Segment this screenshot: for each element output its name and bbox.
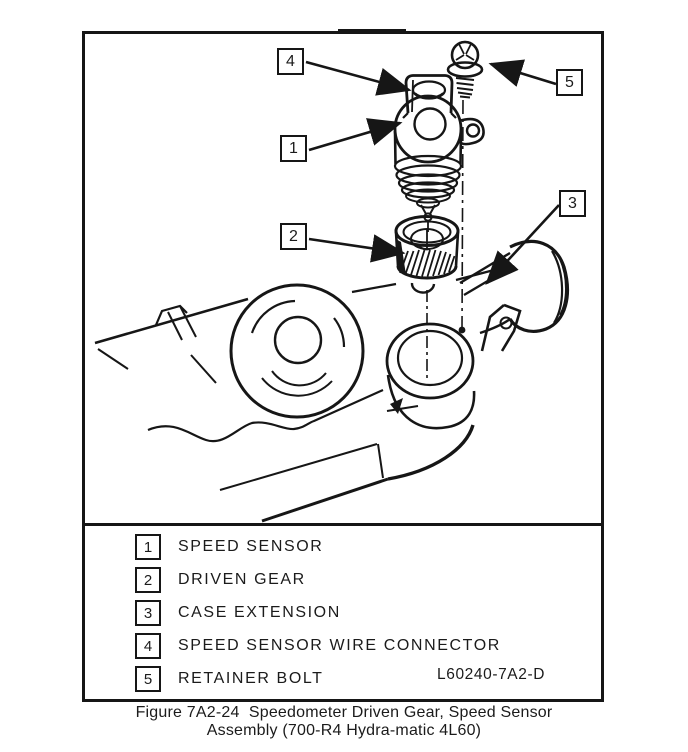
callout-box-2: 2 <box>280 223 307 250</box>
arrow-to-speed-sensor <box>309 123 400 150</box>
figure-caption <box>82 704 606 740</box>
legend-label-2: DRIVEN GEAR <box>178 571 306 588</box>
driven-gear-drawing <box>396 217 458 293</box>
legend-num-3: 3 <box>135 600 161 626</box>
legend-separator-line <box>84 523 601 526</box>
legend-item-driven-gear <box>135 567 306 593</box>
caption-line-2: Assembly (700-R4 Hydra-matic 4L60) <box>206 722 482 739</box>
speed-sensor-drawing <box>395 76 484 233</box>
callout-box-3: 3 <box>559 190 586 217</box>
legend-item-speed-sensor <box>135 534 323 560</box>
legend-item-retainer-bolt <box>135 666 324 692</box>
legend-num-5: 5 <box>135 666 161 692</box>
legend-label-1: SPEED SENSOR <box>178 538 324 555</box>
case-extension-drawing <box>95 241 567 521</box>
arrow-to-case-extension <box>487 205 559 283</box>
arrow-to-retainer-bolt <box>491 64 556 84</box>
caption-line-1: Figure 7A2-24 Speedometer Driven Gear, Speed Sensor <box>135 704 553 721</box>
callout-box-4: 4 <box>277 48 304 75</box>
legend-label-4: SPEED SENSOR WIRE CONNECTOR <box>178 637 501 654</box>
arrow-to-wire-connector <box>306 62 409 90</box>
arrow-to-driven-gear <box>309 239 403 253</box>
legend-num-4: 4 <box>135 633 161 659</box>
legend-item-wire-connector <box>135 633 501 659</box>
legend-num-2: 2 <box>135 567 161 593</box>
legend-num-1: 1 <box>135 534 161 560</box>
legend-item-case-extension <box>135 600 341 626</box>
legend-label-3: CASE EXTENSION <box>178 604 341 621</box>
legend-label-5: RETAINER BOLT <box>178 670 324 687</box>
callout-box-1: 1 <box>280 135 307 162</box>
callout-box-5: 5 <box>556 69 583 96</box>
drawing-part-number: L60240-7A2-D <box>437 666 546 683</box>
